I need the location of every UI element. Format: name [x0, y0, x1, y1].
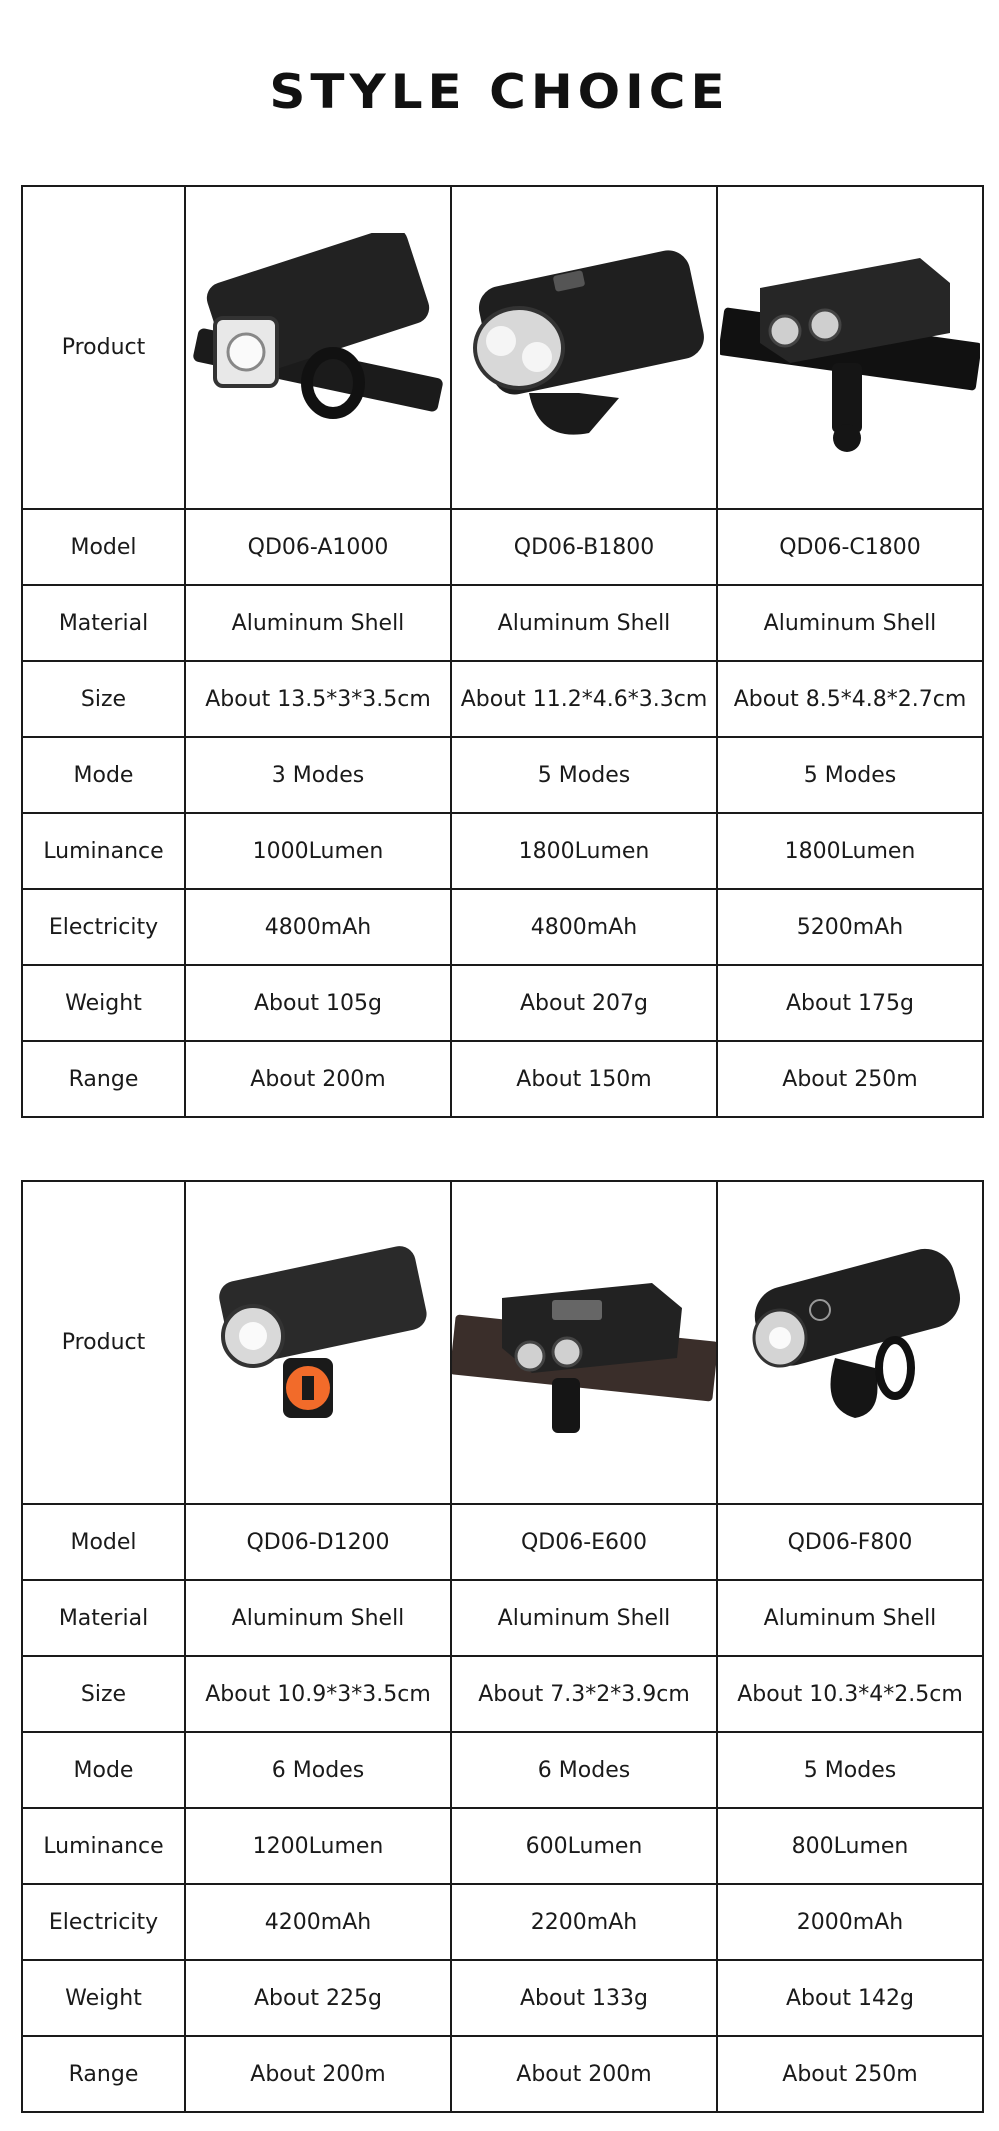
- mode-cell: 3 Modes: [185, 737, 451, 813]
- electricity-cell: 2200mAh: [451, 1884, 717, 1960]
- row-label-mode: Mode: [22, 1732, 185, 1808]
- mode-cell: 5 Modes: [451, 737, 717, 813]
- mode-row: [22, 737, 983, 813]
- electricity-row: [22, 889, 983, 965]
- weight-row: [22, 965, 983, 1041]
- size-row: [22, 661, 983, 737]
- material-cell: Aluminum Shell: [451, 585, 717, 661]
- product-row: [22, 1181, 983, 1504]
- row-label-luminance: Luminance: [22, 813, 185, 889]
- row-label-range: Range: [22, 2036, 185, 2112]
- range-cell: About 200m: [185, 1041, 451, 1117]
- spec-table-1: [21, 185, 984, 1118]
- luminance-cell: 1200Lumen: [185, 1808, 451, 1884]
- product-image-cell: [717, 1181, 983, 1504]
- bike-light-f800-image: [725, 1228, 975, 1458]
- weight-cell: About 133g: [451, 1960, 717, 2036]
- bike-light-c1800-image: [720, 233, 980, 463]
- size-cell: About 10.3*4*2.5cm: [717, 1656, 983, 1732]
- material-cell: Aluminum Shell: [451, 1580, 717, 1656]
- range-cell: About 200m: [185, 2036, 451, 2112]
- luminance-cell: 800Lumen: [717, 1808, 983, 1884]
- size-row: [22, 1656, 983, 1732]
- mode-cell: 6 Modes: [185, 1732, 451, 1808]
- size-cell: About 7.3*2*3.9cm: [451, 1656, 717, 1732]
- product-row: [22, 186, 983, 509]
- row-label-electricity: Electricity: [22, 889, 185, 965]
- row-label-material: Material: [22, 585, 185, 661]
- material-cell: Aluminum Shell: [185, 1580, 451, 1656]
- bike-light-b1800-image: [459, 233, 709, 463]
- model-cell: QD06-D1200: [185, 1504, 451, 1580]
- model-row: [22, 1504, 983, 1580]
- luminance-row: [22, 1808, 983, 1884]
- luminance-cell: 1000Lumen: [185, 813, 451, 889]
- row-label-model: Model: [22, 1504, 185, 1580]
- product-image-cell: [185, 1181, 451, 1504]
- weight-cell: About 175g: [717, 965, 983, 1041]
- range-cell: About 200m: [451, 2036, 717, 2112]
- mode-cell: 5 Modes: [717, 1732, 983, 1808]
- luminance-row: [22, 813, 983, 889]
- row-label-model: Model: [22, 509, 185, 585]
- model-cell: QD06-F800: [717, 1504, 983, 1580]
- row-label-electricity: Electricity: [22, 1884, 185, 1960]
- bike-light-e600-image: [452, 1228, 716, 1458]
- product-image-cell: [717, 186, 983, 509]
- page-title: STYLE CHOICE: [269, 64, 730, 120]
- model-cell: QD06-B1800: [451, 509, 717, 585]
- electricity-cell: 5200mAh: [717, 889, 983, 965]
- row-label-weight: Weight: [22, 965, 185, 1041]
- model-cell: QD06-E600: [451, 1504, 717, 1580]
- luminance-cell: 600Lumen: [451, 1808, 717, 1884]
- electricity-cell: 4800mAh: [451, 889, 717, 965]
- weight-cell: About 142g: [717, 1960, 983, 2036]
- range-row: [22, 1041, 983, 1117]
- mode-row: [22, 1732, 983, 1808]
- model-cell: QD06-A1000: [185, 509, 451, 585]
- range-row: [22, 2036, 983, 2112]
- weight-cell: About 105g: [185, 965, 451, 1041]
- row-label-product: Product: [22, 186, 185, 509]
- row-label-mode: Mode: [22, 737, 185, 813]
- size-cell: About 8.5*4.8*2.7cm: [717, 661, 983, 737]
- model-row: [22, 509, 983, 585]
- luminance-cell: 1800Lumen: [717, 813, 983, 889]
- weight-cell: About 225g: [185, 1960, 451, 2036]
- electricity-cell: 2000mAh: [717, 1884, 983, 1960]
- electricity-row: [22, 1884, 983, 1960]
- weight-row: [22, 1960, 983, 2036]
- bike-light-d1200-image: [193, 1228, 443, 1458]
- row-label-product: Product: [22, 1181, 185, 1504]
- size-cell: About 13.5*3*3.5cm: [185, 661, 451, 737]
- luminance-cell: 1800Lumen: [451, 813, 717, 889]
- material-cell: Aluminum Shell: [185, 585, 451, 661]
- model-cell: QD06-C1800: [717, 509, 983, 585]
- product-image-cell: [451, 1181, 717, 1504]
- product-image-cell: [451, 186, 717, 509]
- material-row: [22, 585, 983, 661]
- row-label-weight: Weight: [22, 1960, 185, 2036]
- row-label-range: Range: [22, 1041, 185, 1117]
- range-cell: About 250m: [717, 2036, 983, 2112]
- range-cell: About 250m: [717, 1041, 983, 1117]
- size-cell: About 11.2*4.6*3.3cm: [451, 661, 717, 737]
- mode-cell: 6 Modes: [451, 1732, 717, 1808]
- electricity-cell: 4800mAh: [185, 889, 451, 965]
- range-cell: About 150m: [451, 1041, 717, 1117]
- row-label-material: Material: [22, 1580, 185, 1656]
- spec-table-2: [21, 1180, 984, 2113]
- product-image-cell: [185, 186, 451, 509]
- weight-cell: About 207g: [451, 965, 717, 1041]
- size-cell: About 10.9*3*3.5cm: [185, 1656, 451, 1732]
- material-cell: Aluminum Shell: [717, 585, 983, 661]
- bike-light-a1000-image: [193, 233, 443, 463]
- row-label-luminance: Luminance: [22, 1808, 185, 1884]
- electricity-cell: 4200mAh: [185, 1884, 451, 1960]
- row-label-size: Size: [22, 661, 185, 737]
- mode-cell: 5 Modes: [717, 737, 983, 813]
- row-label-size: Size: [22, 1656, 185, 1732]
- material-cell: Aluminum Shell: [717, 1580, 983, 1656]
- material-row: [22, 1580, 983, 1656]
